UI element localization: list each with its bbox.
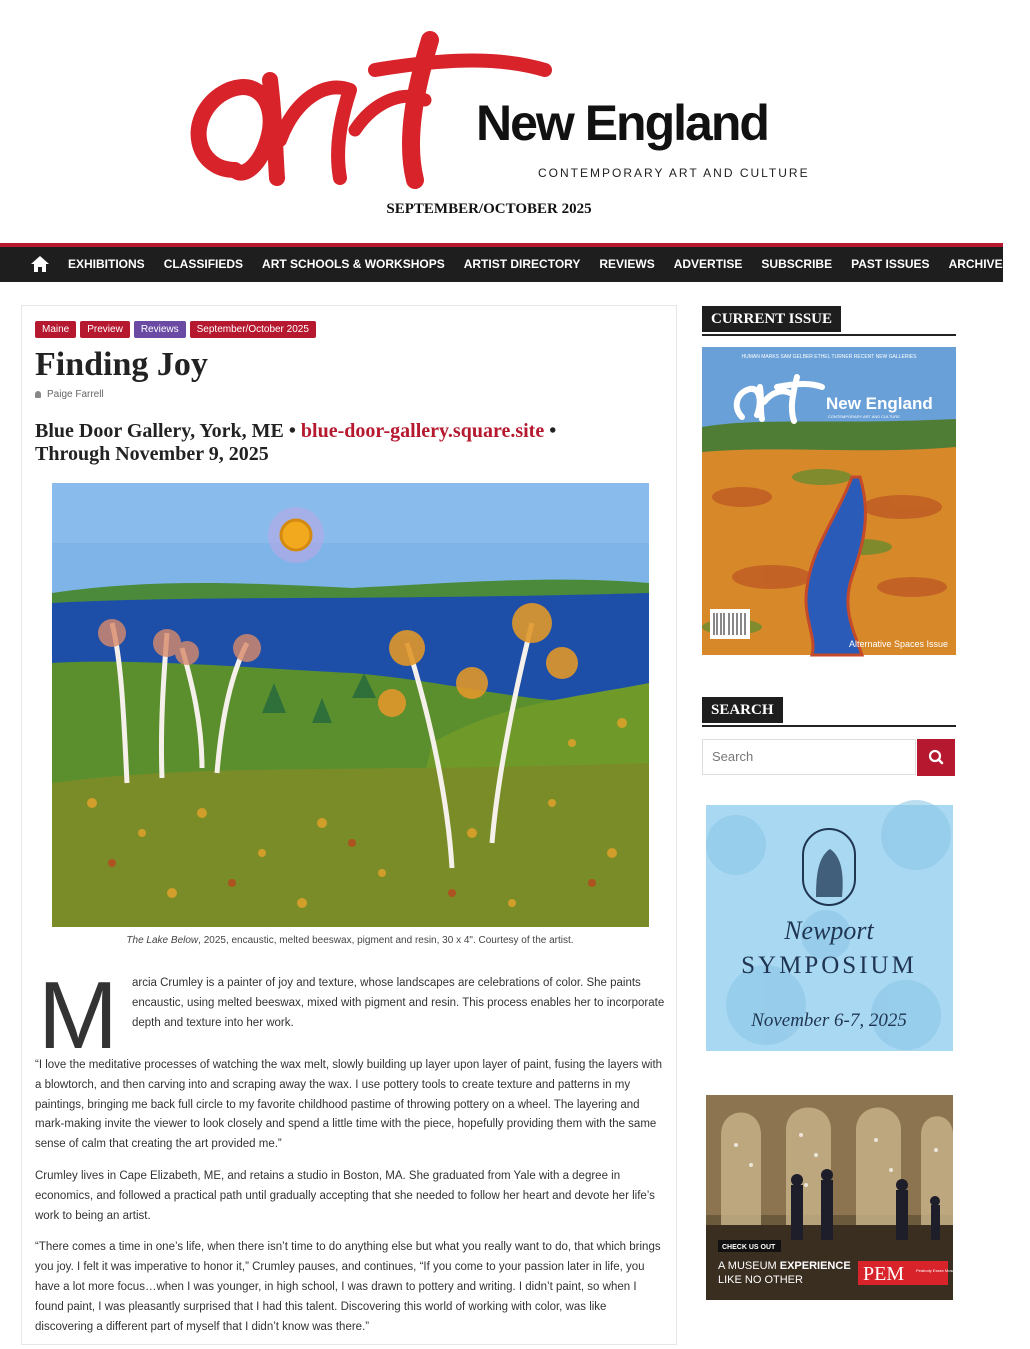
cover-top-line: HUMAN MARKS SAM GELBER ETHEL TURNER RECENT NEW GALLERIES xyxy=(741,354,917,360)
venue-name: Blue Door Gallery, York, ME • xyxy=(35,420,296,442)
ad1-line1: Newport xyxy=(784,916,874,945)
venue-info xyxy=(35,420,635,466)
current-issue-label: CURRENT ISSUE xyxy=(702,306,841,332)
cover-issue-title: Alternative Spaces Issue xyxy=(848,639,948,649)
nav-art-schools[interactable]: ART SCHOOLS & WORKSHOPS xyxy=(262,257,445,271)
nav-subscribe[interactable]: SUBSCRIBE xyxy=(761,257,833,271)
author-line xyxy=(35,389,104,400)
search-button[interactable] xyxy=(917,739,955,776)
search-icon xyxy=(917,739,955,776)
search-heading-label: SEARCH xyxy=(702,697,783,723)
caption-details: , 2025, encaustic, melted beeswax, pigment and resin, 30 x 4". Courtesy of the artist. xyxy=(198,935,574,946)
paragraph-1 xyxy=(35,962,665,1069)
ad2-line2: LIKE NO OTHER xyxy=(718,1274,803,1286)
masthead xyxy=(0,0,1003,240)
ad2-badge: CHECK US OUT xyxy=(722,1244,776,1251)
nav-archives[interactable]: ARCHIVES xyxy=(948,257,1011,271)
person-icon xyxy=(35,391,41,398)
painting-image[interactable] xyxy=(52,483,649,927)
ad2-brand-small: Peabody Essex Museum xyxy=(916,1268,961,1273)
issue-date: SEPTEMBER/OCTOBER 2025 xyxy=(386,201,592,217)
ad1-line3: November 6-7, 2025 xyxy=(751,1010,907,1031)
nav-artist-directory[interactable]: ARTIST DIRECTORY xyxy=(463,257,581,271)
logo-new-england[interactable]: New England xyxy=(476,95,768,151)
paragraph-1-text: arcia Crumley is a painter of joy and texture, whose landscapes are celebrations of color. She paints encaustic, using melted beeswax, mixed with pigment and resin. This process enables her to incorporate depth and texture into her work. xyxy=(131,977,665,1029)
nav-classifieds[interactable]: CLASSIFIEDS xyxy=(163,257,244,271)
category-reviews[interactable]: Reviews xyxy=(134,321,186,338)
current-issue-cover[interactable] xyxy=(702,347,956,655)
search-heading xyxy=(702,697,956,727)
paragraph-2: “I love the meditative processes of watching the wax melt, slowly building up layer upon layer of paint, fusing the layers with a blowtorch, and then carving into and scraping away the wax. I use pottery tools to create texture and patterns in my paintings, bringing me back full circle to my favorite childhood pastime of throwing pottery on a wheel. The layering and mark-making invite the viewer to look closely and spend a little time with the piece, hopefully providing them with the same sense of calm that creating the art provided me.” xyxy=(35,1059,663,1151)
image-caption xyxy=(22,935,678,946)
paragraph-3: Crumley lives in Cape Elizabeth, ME, and retains a studio in Boston, MA. She graduated from Yale with a degree in economics, and followed a practical path until gradually accepting that she needed to follow her heart and devote her life’s work to being an artist. xyxy=(35,1169,655,1222)
caption-title: The Lake Below xyxy=(126,935,199,946)
svg-text:A MUSEUM EXPERIENCE xyxy=(718,1260,851,1272)
nav-advertise[interactable]: ADVERTISE xyxy=(673,257,743,271)
ad2-line1b: EXPERIENCE xyxy=(779,1260,851,1272)
search-input[interactable]: Search xyxy=(702,739,916,775)
venue-link[interactable]: blue-door-gallery.square.site xyxy=(300,420,545,442)
pem-museum-ad[interactable] xyxy=(706,1095,961,1300)
category-issue[interactable]: September/October 2025 xyxy=(190,321,316,338)
nav-past-issues[interactable]: PAST ISSUES xyxy=(851,257,930,271)
author-name[interactable]: Paige Farrell xyxy=(47,389,104,400)
category-preview[interactable]: Preview xyxy=(80,321,130,338)
home-icon[interactable] xyxy=(30,255,50,273)
nav-exhibitions[interactable]: EXHIBITIONS xyxy=(68,257,145,271)
current-issue-heading xyxy=(702,306,956,336)
nav-reviews[interactable]: REVIEWS xyxy=(599,257,655,271)
paragraph-4: “There comes a time in one’s life, when there isn’t time to do anything else but what you really want to do, that which brings you joy. I felt it was imperative to honor it,” Crumley pauses, and continues, “If you come to your passion later in life, you have a lot more focus…when I was younger, in high school, I was drawn to pottery and writing. I didn’t paint, so when I found paint, I was pleasantly surprised that I had this talent. Discovering this world of working with color, was like discovering a different part of myself that I didn’t know was there.” xyxy=(35,1241,661,1333)
ad2-line1: A MUSEUM xyxy=(718,1260,777,1272)
newport-symposium-ad[interactable] xyxy=(706,805,953,1051)
cover-tagline: CONTEMPORARY ART AND CULTURE xyxy=(828,414,900,419)
article-title: Finding Joy xyxy=(35,346,208,383)
ad2-brand: PEM xyxy=(863,1263,905,1285)
main-nav xyxy=(0,243,1011,282)
article xyxy=(21,305,677,1345)
logo-tagline: CONTEMPORARY ART AND CULTURE xyxy=(538,166,810,180)
category-maine[interactable]: Maine xyxy=(35,321,76,338)
category-tags xyxy=(35,321,316,338)
ad1-line2: SYMPOSIUM xyxy=(741,952,917,979)
drop-cap: M xyxy=(38,962,118,1069)
venue-separator: • xyxy=(549,420,557,442)
cover-logo-name: New England xyxy=(826,394,933,413)
venue-dates: Through November 9, 2025 xyxy=(35,443,269,465)
article-body xyxy=(35,962,665,1349)
